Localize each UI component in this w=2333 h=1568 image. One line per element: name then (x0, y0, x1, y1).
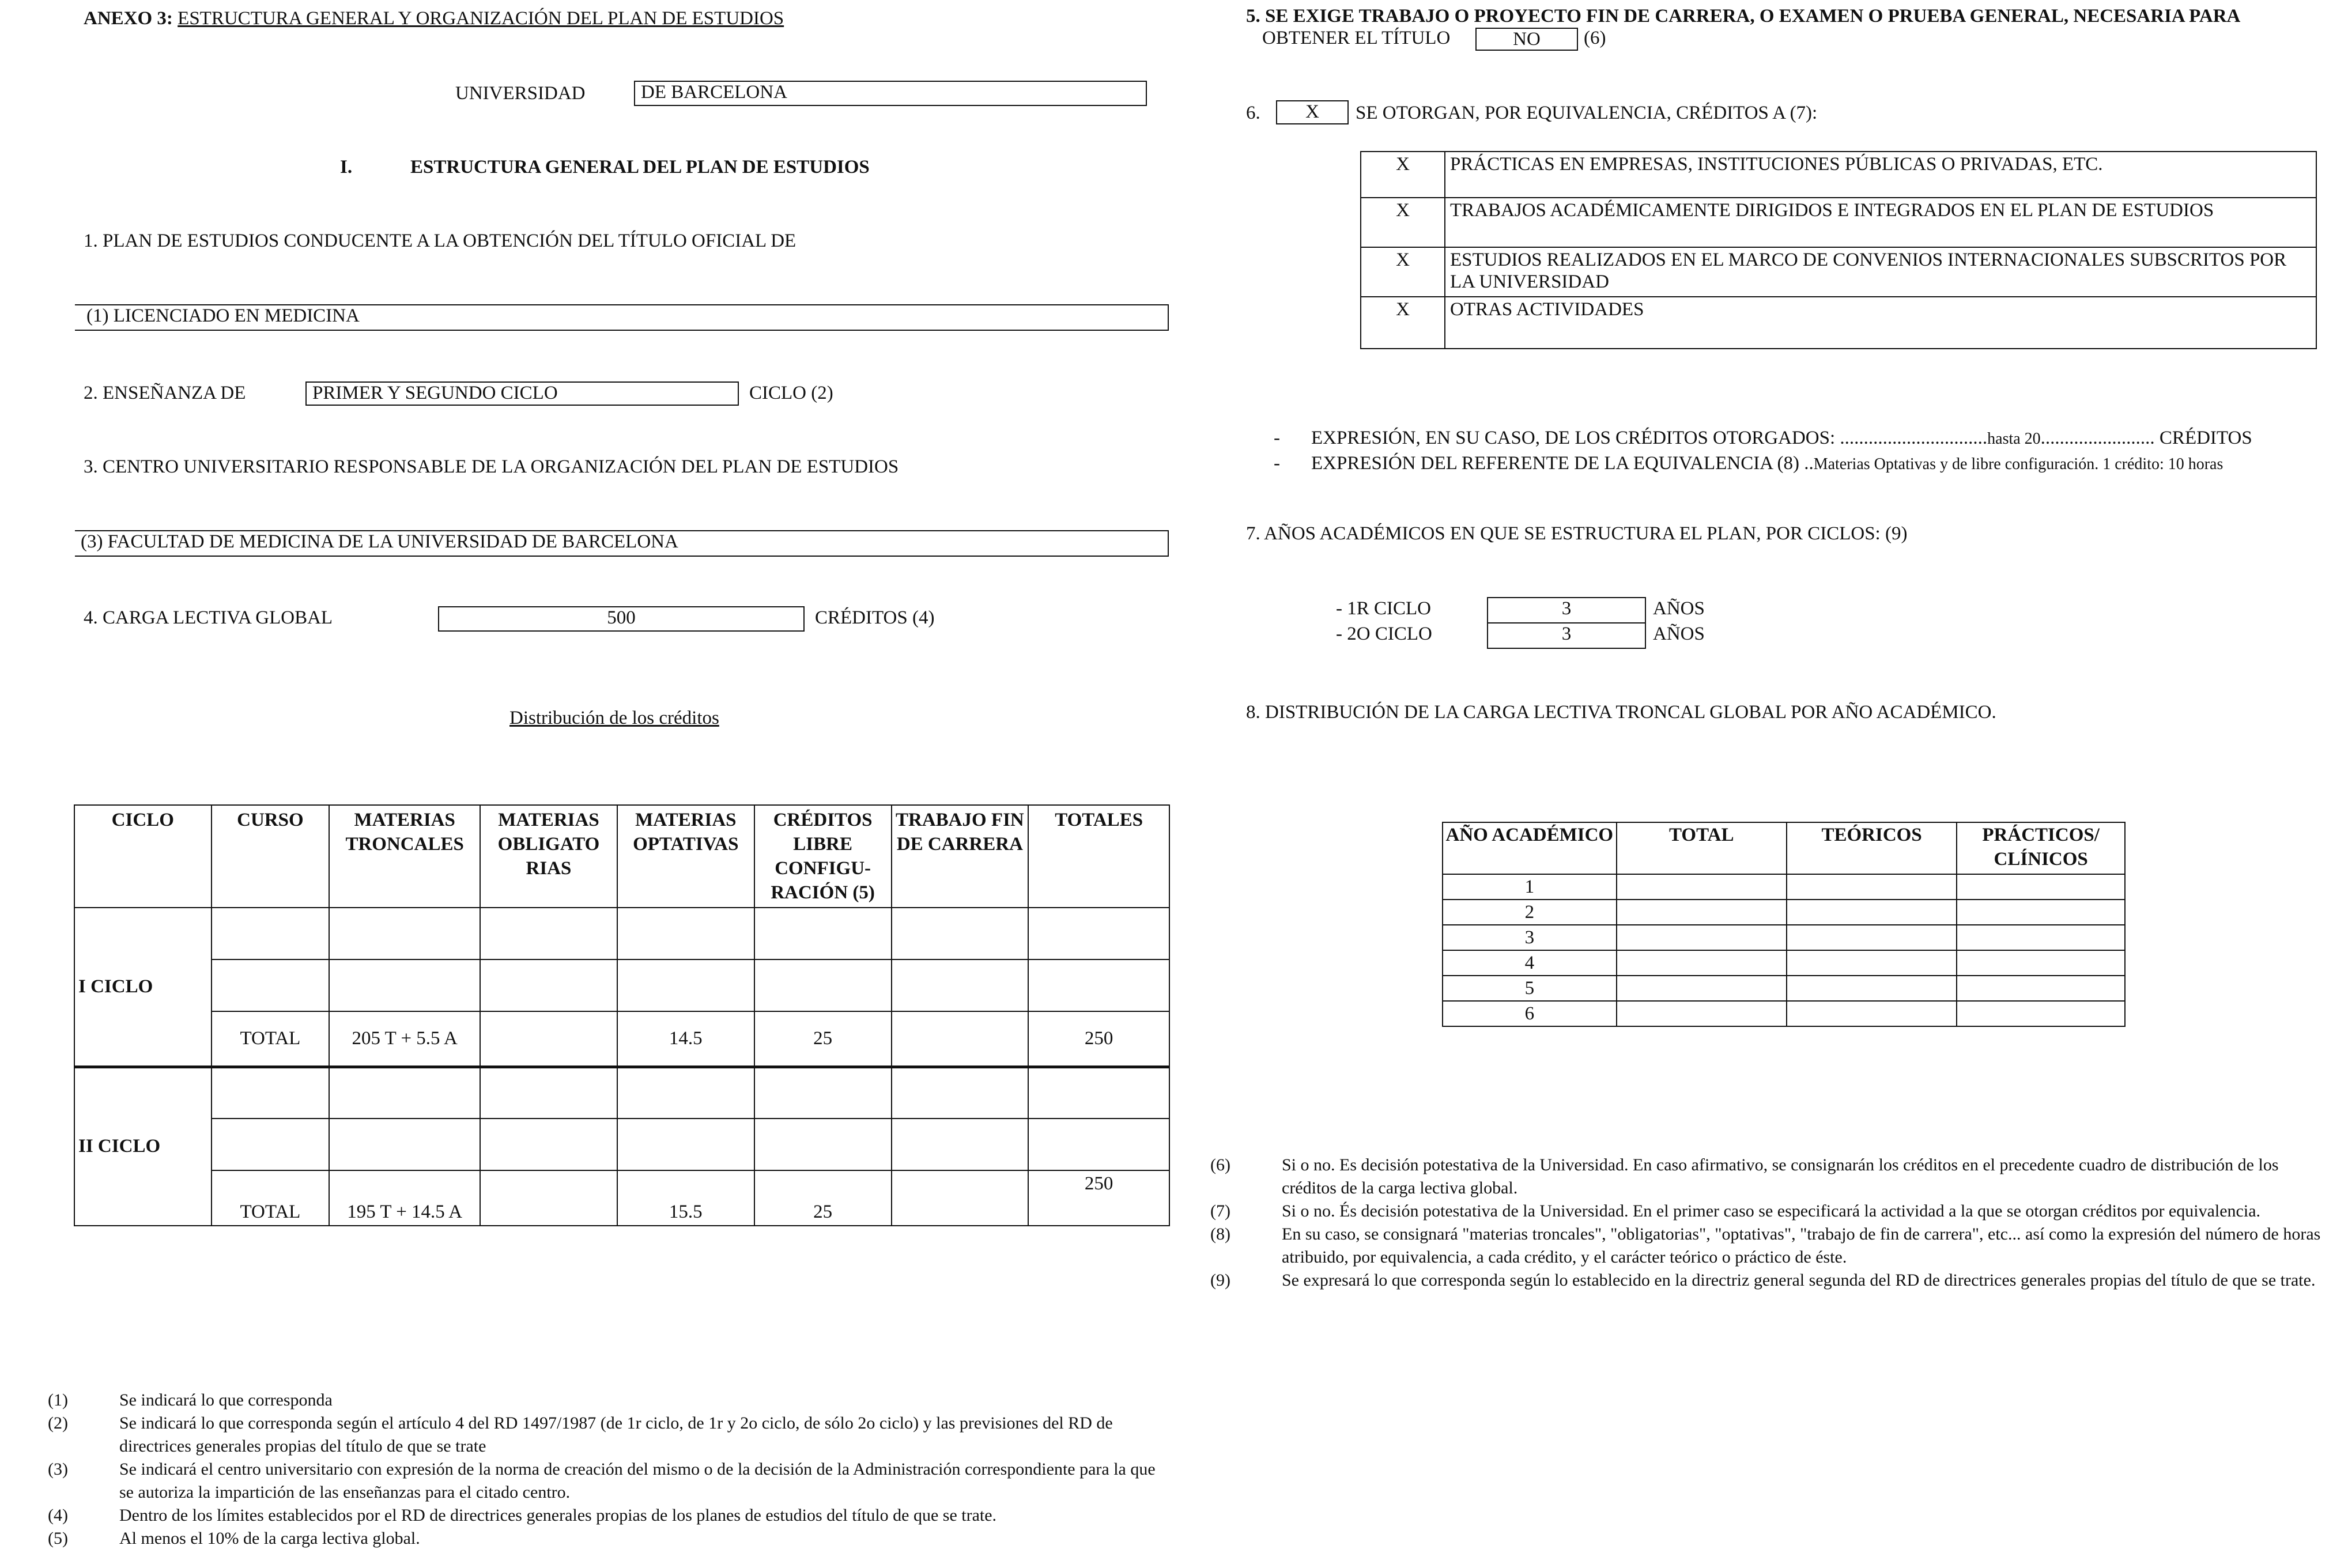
cell: TOTAL (212, 1170, 330, 1226)
cell (892, 1011, 1029, 1067)
ciclo2-total-row (74, 1170, 1169, 1226)
year-cell: 3 (1443, 925, 1617, 950)
col-troncales: MATERIAS TRONCALES (329, 805, 480, 908)
year-cell: 5 (1443, 976, 1617, 1001)
equivalence-item: PRÁCTICAS EN EMPRESAS, INSTITUCIONES PÚBLICAS O PRIVADAS, ETC. (1445, 152, 2316, 198)
table-header-row (1443, 822, 2125, 874)
annex-label: ANEXO 3: (84, 8, 173, 29)
cell (480, 1011, 617, 1067)
table-row (1361, 247, 2316, 297)
distribution-title: Distribución de los créditos (509, 708, 719, 728)
ciclo1-label: I CICLO (74, 908, 212, 1067)
item2-suffix: CICLO (2) (749, 383, 833, 403)
col-ciclo: CICLO (74, 805, 212, 908)
table-row (74, 959, 1169, 1011)
annex-heading (84, 7, 784, 30)
right-footnotes (1210, 1154, 2324, 1292)
expr-referente: EXPRESIÓN DEL REFERENTE DE LA EQUIVALENCIA (8) ..Materias Optativas y de libre configuración. 1 crédito: 10 horas (1311, 453, 2223, 474)
table-row (74, 1119, 1169, 1170)
table-row (1443, 1001, 2125, 1026)
table-row (1443, 900, 2125, 925)
ciclo2-label: - 2O CICLO (1336, 624, 1432, 644)
expr-creditos: EXPRESIÓN, EN SU CASO, DE LOS CRÉDITOS OTORGADOS: ...............................hasta 20........................ CRÉDITOS (1311, 428, 2252, 448)
annex-title: ESTRUCTURA GENERAL Y ORGANIZACIÓN DEL PLAN DE ESTUDIOS (178, 8, 784, 29)
item6-label: SE OTORGAN, POR EQUIVALENCIA, CRÉDITOS A (7): (1356, 103, 1818, 123)
cell: 14.5 (617, 1011, 754, 1067)
bullet: - (1274, 428, 1280, 448)
equivalence-item: OTRAS ACTIVIDADES (1445, 297, 2316, 349)
item7-label: 7. AÑOS ACADÉMICOS EN QUE SE ESTRUCTURA EL PLAN, POR CICLOS: (9) (1246, 523, 1908, 544)
check-mark: X (1361, 198, 1445, 247)
col-teoricos: TEÓRICOS (1787, 822, 1957, 874)
year-distribution-table (1442, 822, 2126, 1027)
cell: 205 T + 5.5 A (329, 1011, 480, 1067)
footnote: (4) Dentro de los límites establecidos por el RD de directrices generales propias de los planes de estudios del título de que se trate. (48, 1506, 997, 1525)
item5-suffix: (6) (1584, 28, 1606, 48)
footnote: (3) Se indicará el centro universitario con expresión de la norma de creación del mismo o de la decisión de la Administración correspondiente para la que se autoriza la impartición de las enseñanzas para el citado centro. (48, 1460, 1156, 1502)
credit-distribution-table (74, 804, 1170, 1226)
footnote: (1) Se indicará lo que corresponda (48, 1391, 333, 1410)
footnote: (6) Si o no. Es decisión potestativa de la Universidad. En caso afirmativo, se consignarán los créditos en el precedente cuadro de distribución de los créditos de la carga lectiva global. (1210, 1155, 2279, 1197)
cell: 195 T + 14.5 A (329, 1170, 480, 1226)
col-obligatorias: MATERIAS OBLIGATO RIAS (480, 805, 617, 908)
check-mark: X (1361, 297, 1445, 349)
col-total: TOTAL (1617, 822, 1787, 874)
table-row (1443, 950, 2125, 976)
titulo-field: (1) LICENCIADO EN MEDICINA (75, 304, 1169, 331)
footnote: (7) Si o no. És decisión potestativa de la Universidad. En el primer caso se especificará la actividad a la que se otorgan créditos por equivalencia. (1210, 1201, 2261, 1221)
table-row (1361, 152, 2316, 198)
table-row (1443, 874, 2125, 900)
col-trabajo: TRABAJO FIN DE CARRERA (892, 805, 1029, 908)
ciclo1-years: 3 (1487, 597, 1646, 622)
bullet: - (1274, 453, 1280, 474)
footnote: (5) Al menos el 10% de la carga lectiva global. (48, 1529, 420, 1548)
equivalence-item: TRABAJOS ACADÉMICAMENTE DIRIGIDOS E INTEGRADOS EN EL PLAN DE ESTUDIOS (1445, 198, 2316, 247)
col-curso: CURSO (212, 805, 330, 908)
table-row (1361, 297, 2316, 349)
ciclo1-total-row (74, 1011, 1169, 1067)
cell: 15.5 (617, 1170, 754, 1226)
equivalence-table (1360, 151, 2317, 349)
equivalence-item: ESTUDIOS REALIZADOS EN EL MARCO DE CONVENIOS INTERNACIONALES SUBSCRITOS POR LA UNIVERSIDAD (1445, 247, 2316, 297)
carga-lectiva-field: 500 (438, 606, 805, 632)
col-libre: CRÉDITOS LIBRE CONFIGU- RACIÓN (5) (754, 805, 892, 908)
footnote: (2) Se indicará lo que corresponda según el artículo 4 del RD 1497/1987 (de 1r ciclo, de 1r y 2o ciclo, de sólo 2o ciclo) y las previsiones del RD de directrices generales propias del título de que se trate (48, 1414, 1113, 1456)
col-totales: TOTALES (1028, 805, 1169, 908)
table-row (1443, 925, 2125, 950)
left-footnotes (48, 1389, 1161, 1550)
item5-line1: 5. SE EXIGE TRABAJO O PROYECTO FIN DE CARRERA, O EXAMEN O PRUEBA GENERAL, NECESARIA PARA (1246, 6, 2241, 27)
table-row (74, 908, 1169, 959)
footnote: (8) En su caso, se consignará "materias troncales", "obligatorias", "optativas", "trabajo de fin de carrera", etc... así como la expresión del número de horas atribuido, por equivalencia, a cada crédito, y el carácter teórico o práctico de éste. (1210, 1225, 2321, 1267)
equivalencia-check: X (1276, 100, 1349, 124)
ciclo1-unit: AÑOS (1653, 598, 1705, 619)
centro-field: (3) FACULTAD DE MEDICINA DE LA UNIVERSIDAD DE BARCELONA (75, 530, 1169, 557)
check-mark: X (1361, 247, 1445, 297)
table-row (1361, 198, 2316, 247)
section-title: ESTRUCTURA GENERAL DEL PLAN DE ESTUDIOS (410, 157, 870, 177)
check-mark: X (1361, 152, 1445, 198)
ciclo2-unit: AÑOS (1653, 624, 1705, 644)
item4-suffix: CRÉDITOS (4) (815, 607, 935, 628)
cell: TOTAL (212, 1011, 330, 1067)
item8-label: 8. DISTRIBUCIÓN DE LA CARGA LECTIVA TRONCAL GLOBAL POR AÑO ACADÉMICO. (1246, 702, 1996, 723)
year-cell: 6 (1443, 1001, 1617, 1026)
cell: 250 (1028, 1170, 1169, 1226)
table-header-row (74, 805, 1169, 908)
footnote: (9) Se expresará lo que corresponda según lo establecido en la directriz general segunda del RD de directrices generales propias del título de que se trate. (1210, 1271, 2316, 1290)
col-practicos: PRÁCTICOS/ CLÍNICOS (1957, 822, 2125, 874)
item3-label: 3. CENTRO UNIVERSITARIO RESPONSABLE DE LA ORGANIZACIÓN DEL PLAN DE ESTUDIOS (84, 456, 899, 477)
cell: 250 (1028, 1011, 1169, 1067)
ensenanza-field: PRIMER Y SEGUNDO CICLO (305, 381, 739, 406)
item6-number: 6. (1246, 103, 1260, 123)
item5-line2: OBTENER EL TÍTULO (1262, 28, 1451, 48)
ciclo1-label: - 1R CICLO (1336, 598, 1431, 619)
year-cell: 2 (1443, 900, 1617, 925)
universidad-field: DE BARCELONA (634, 81, 1147, 106)
cell: 25 (754, 1170, 892, 1226)
cell (892, 1170, 1029, 1226)
table-row (1443, 976, 2125, 1001)
year-cell: 1 (1443, 874, 1617, 900)
trabajo-fin-field: NO (1475, 28, 1578, 51)
item1-label: 1. PLAN DE ESTUDIOS CONDUCENTE A LA OBTENCIÓN DEL TÍTULO OFICIAL DE (84, 231, 796, 251)
section-number: I. (340, 157, 353, 177)
item4-label: 4. CARGA LECTIVA GLOBAL (84, 607, 333, 628)
cell: 25 (754, 1011, 892, 1067)
col-ano: AÑO ACADÉMICO (1443, 822, 1617, 874)
ciclo2-label: II CICLO (74, 1067, 212, 1226)
year-cell: 4 (1443, 950, 1617, 976)
cell (480, 1170, 617, 1226)
ciclo2-years: 3 (1487, 622, 1646, 649)
item2-label: 2. ENSEÑANZA DE (84, 383, 246, 403)
table-row (74, 1067, 1169, 1119)
universidad-label: UNIVERSIDAD (455, 83, 586, 104)
col-optativas: MATERIAS OPTATIVAS (617, 805, 754, 908)
